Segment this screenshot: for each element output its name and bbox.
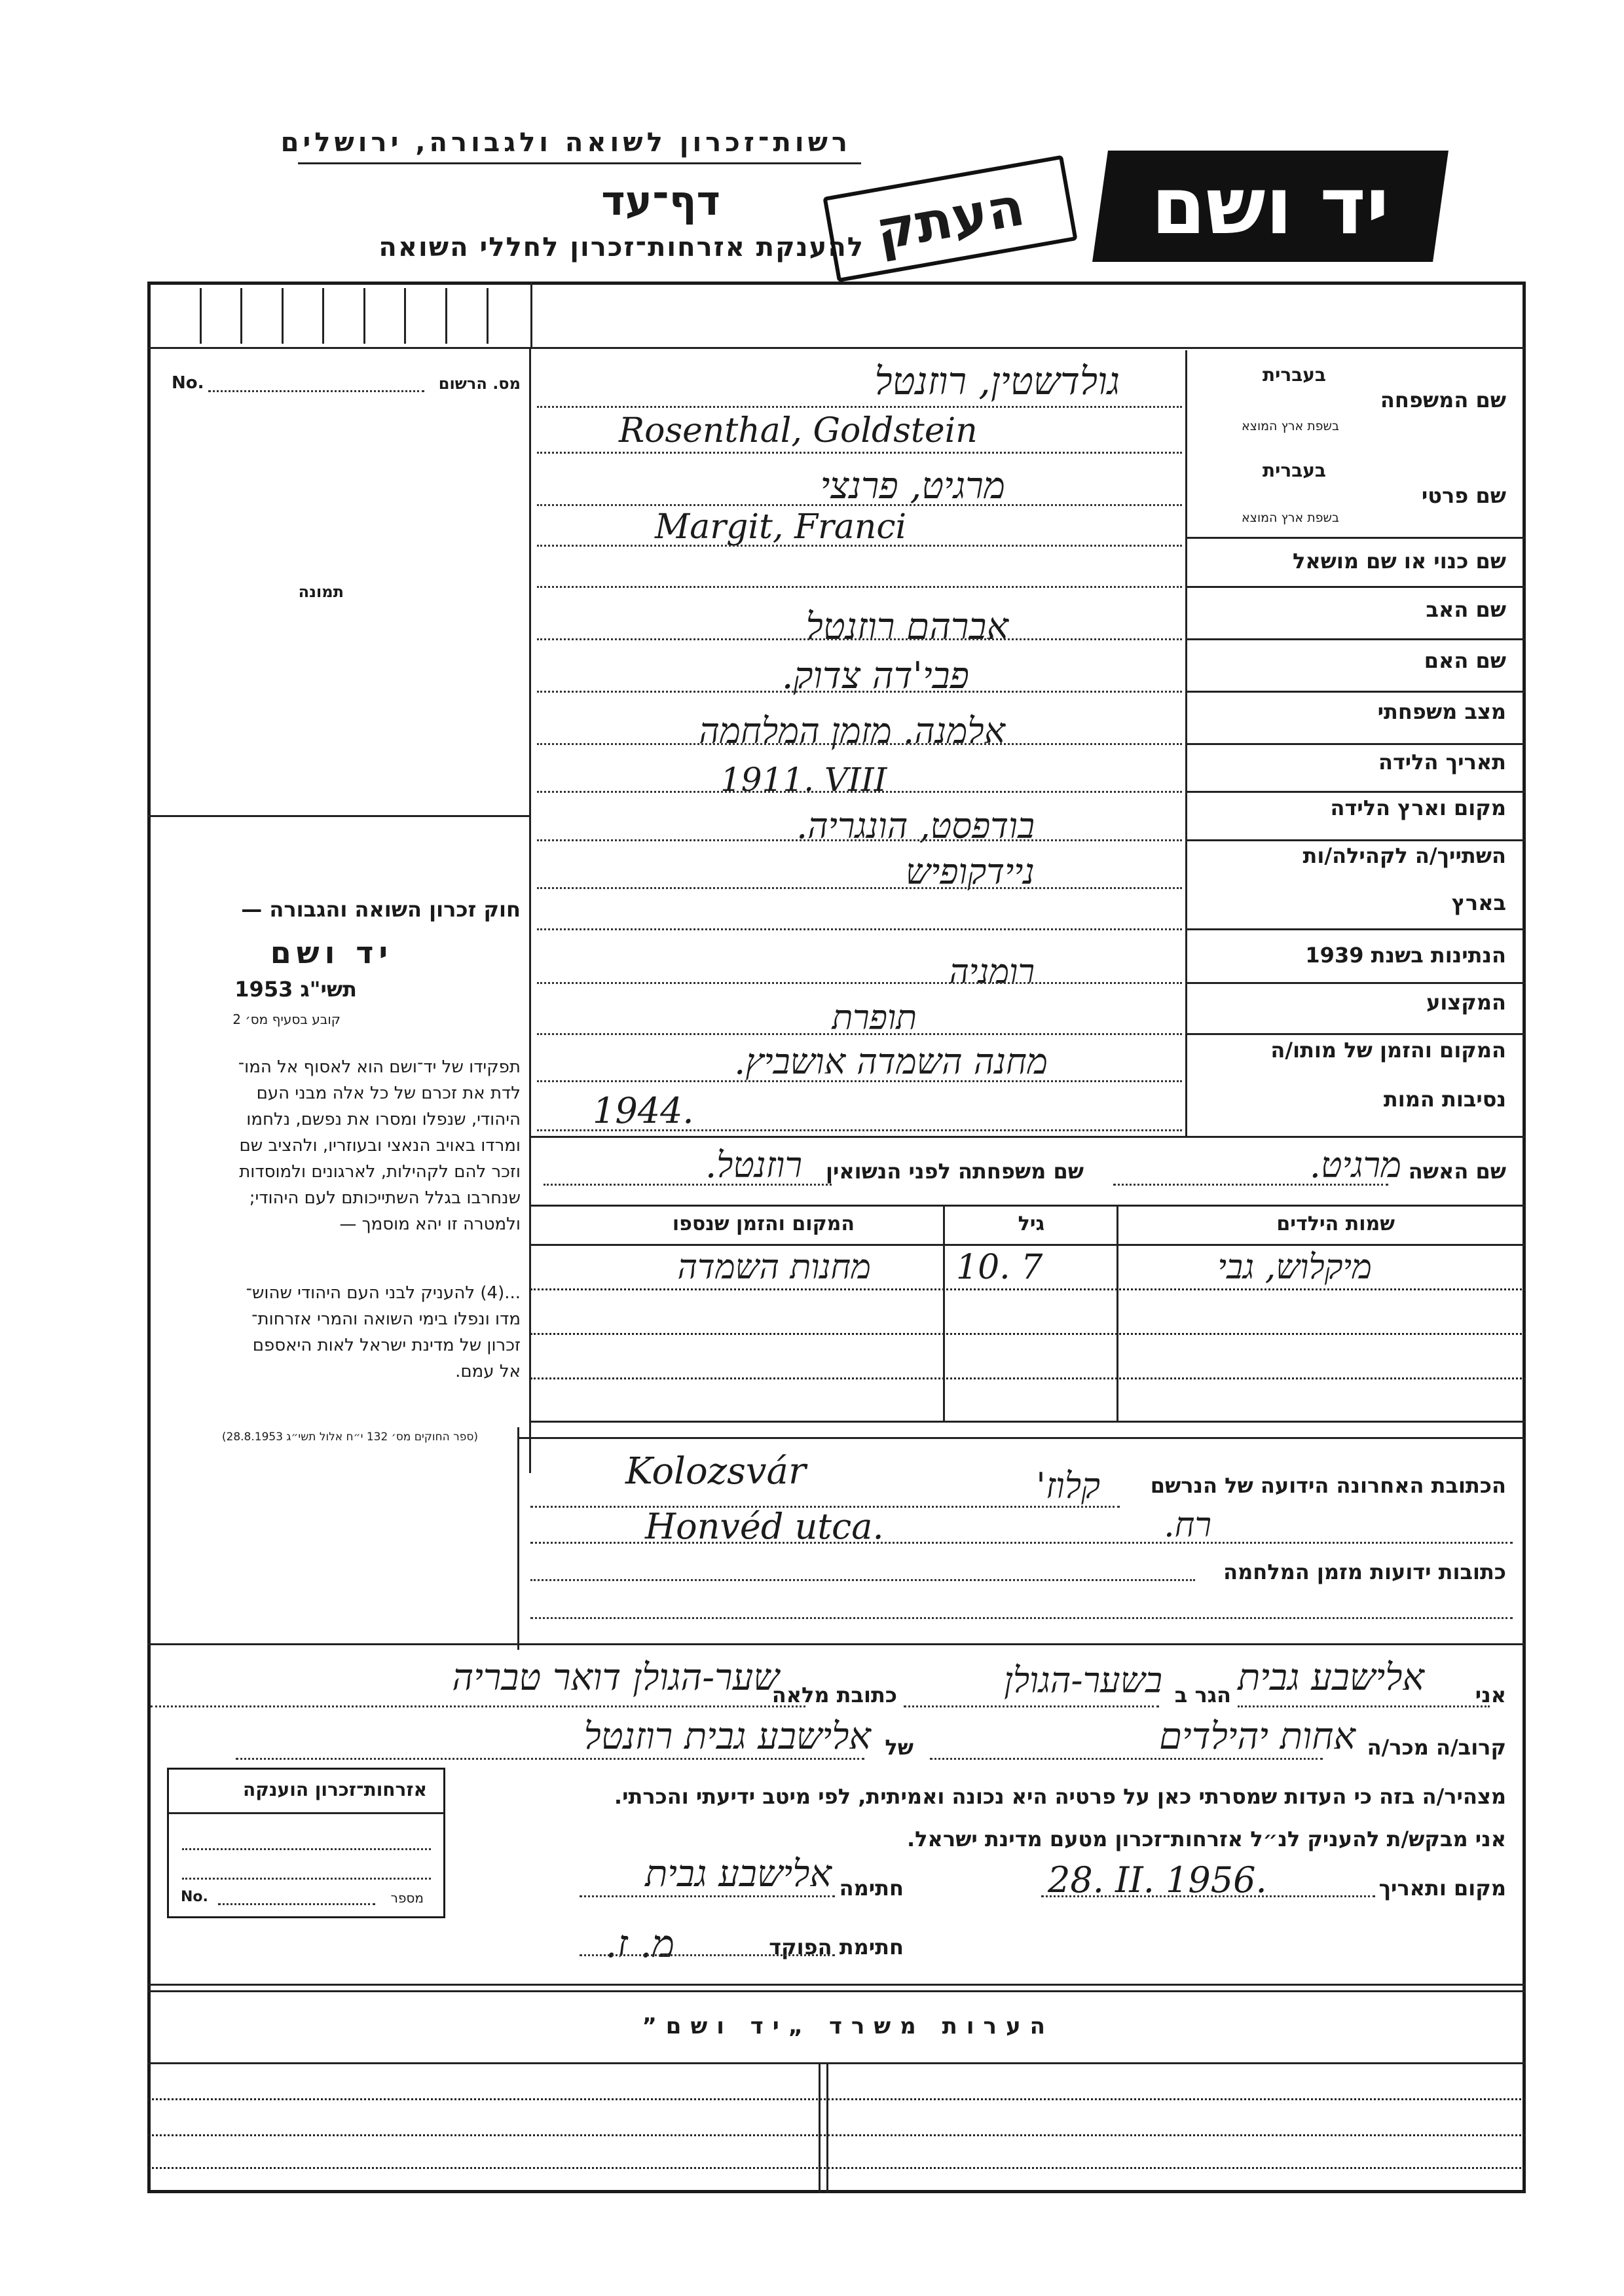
yad-vashem-logo (1092, 151, 1449, 262)
official-signature-label: חתימת הפוקד (769, 1935, 904, 1959)
registration-boxes (160, 288, 527, 344)
registration-label: מס. הרשום (438, 374, 521, 393)
of-label: של (885, 1735, 913, 1760)
death-circumstances-label: נסיבות המות (1383, 1087, 1506, 1112)
child-place-cell: מחנות השמדה (677, 1248, 871, 1287)
law-paragraph-1: תפקידו של יד־ושם הוא לאסוף אל המו־ לדת את זכרם של כל אלה מבני העם היהודי, שנפלו ומסרו את נפשם, נלחמו ומרדו באויב הנאצי ובעוזריו, ולהציב שם וזכר להם לקהילות, לארגונים ולמוסדות שנחרבו בגלל השתייכותם לעם היהודי; ולמטרה זו יהא מוסמך — (238, 1057, 521, 1234)
death-place-value: מחנה השמדה אושביץ. (734, 1041, 1048, 1082)
law-source: (ספר החוקים מס׳ 132 י״ח אלול תשי״ג 28.8.1953) (221, 1430, 478, 1444)
relation-value: אחות יהילדים (1159, 1715, 1356, 1758)
first-name-origin-value: Margit, Franci (655, 507, 907, 547)
declarant-name: אלישבע גבית (1238, 1656, 1424, 1699)
form-title: דף־עד (601, 177, 720, 225)
first-name-hebrew-value: מרגיט, פרנצי (820, 465, 1005, 507)
citizenship-no-label: No. (181, 1889, 208, 1905)
child-name-cell: מיקלוש, גבי (1217, 1248, 1372, 1287)
resident-value: בשער-הגולן (1004, 1660, 1162, 1701)
children-place-header: המקום והזמן שנספו (672, 1212, 855, 1235)
full-address-value: שער-הגולן דואר טבריה (452, 1656, 779, 1699)
signature-label: חתימה (839, 1876, 904, 1901)
community-label: השתייך/ה לקהילה/ות (1302, 843, 1506, 868)
last-address-street: Honvéd utca. (645, 1506, 884, 1547)
relation-label: קרוב/ה מכר/ה (1367, 1735, 1506, 1760)
last-address-city: Kolozsvár (625, 1450, 806, 1493)
occupation-label: המקצוע (1426, 990, 1506, 1015)
official-signature-value: מ. ז. (605, 1922, 674, 1966)
law-title: חוק זכרון השואה והגבורה — (241, 897, 521, 922)
mother-label: שם האם (1424, 648, 1506, 673)
family-name-origin-value: Rosenthal, Goldstein (619, 411, 978, 450)
children-names-header: שמות הילדים (1276, 1212, 1395, 1235)
family-name-origin-label: בשפת ארץ המוצא (1241, 419, 1339, 433)
logo-text: יד ושם (1151, 160, 1390, 252)
photo-label: תמונה (298, 583, 344, 601)
war-address-label: כתובות ידועות מזמן המלחמה (1223, 1559, 1506, 1584)
table-row (530, 1288, 1526, 1333)
in-country-label: בארץ (1451, 890, 1506, 915)
form-subtitle: להענקת אזרחות־זכרון לחללי השואה (378, 232, 864, 263)
wife-name-value: מרגיט. (1309, 1144, 1401, 1186)
citizenship-granted-title: אזרחות־זכרון הוענקה (243, 1779, 427, 1800)
father-label: שם האב (1426, 597, 1506, 622)
last-address-hebrew: קלוז' (1036, 1465, 1100, 1506)
citizenship-1939-label: הנתינות בשנת 1939 (1305, 943, 1506, 968)
citizenship-number-label: מספר (390, 1890, 424, 1906)
law-paragraph-2: ...(4) להעניק לבני העם היהודי שהוש־ מדו ונפלו בימי השואה והמרי אזרחות־ זכרון של מדינת ישראל לאות היאספם אל עמם. (246, 1283, 521, 1381)
copy-stamp (822, 155, 1077, 283)
declaration-text: מצהיר/ה בזה כי העדות שמסרתי כאן על פרטיה היא נכונה ואמיתית, לפי מיטב ידיעתי והכרתי. (614, 1784, 1506, 1809)
law-year: תשי"ג 1953 (234, 977, 357, 1002)
children-table (530, 1205, 1526, 1421)
office-notes-title: הערות משרד „יד ושם” (642, 2013, 1054, 2039)
birth-date-value: 1911. VIII (720, 761, 887, 799)
place-date-value: 28. II. 1956. (1048, 1859, 1267, 1901)
citizenship-granted-box (167, 1768, 445, 1918)
resident-label: הגר ב (1174, 1683, 1231, 1707)
table-row (530, 1377, 1526, 1421)
first-name-label: שם פרטי (1421, 483, 1506, 508)
place-date-label: מקום ותאריך (1378, 1876, 1506, 1901)
institution-name: רשות־זכרון לשואה ולגבורה, ירושלים (280, 128, 851, 158)
mother-value: פבי'דה צדוק. (781, 655, 969, 697)
full-address-label: כתובת מלאה (771, 1683, 897, 1707)
table-row (530, 1333, 1526, 1377)
registration-no-label: No. (172, 373, 204, 393)
family-name-hebrew-value: גולדשטין, רוזנטל (874, 359, 1120, 403)
maiden-name-label: שם משפחתה לפני הנשואין (825, 1159, 1084, 1184)
death-circumstances-value: 1944. (593, 1090, 694, 1131)
birth-date-label: תאריך הלידה (1378, 750, 1506, 774)
law-name: יד ושם (270, 935, 393, 970)
of-value: אלישבע גבית רוזנטל (583, 1715, 871, 1758)
first-name-origin-label: בשפת ארץ המוצא (1241, 511, 1339, 525)
declarant-i-label: אני (1475, 1683, 1506, 1707)
child-age-cell: 10. 7 (956, 1248, 1043, 1287)
first-name-hebrew-label: בעברית (1262, 460, 1326, 481)
marital-status-label: מצב משפחתי (1377, 699, 1506, 724)
father-value: אברהם רוזנטל (805, 606, 1008, 648)
occupation-value: תופרת (832, 998, 917, 1038)
community-value: ניידקופיש (905, 851, 1035, 892)
law-clause: קובע בסעיף מס׳ 2 (232, 1011, 341, 1027)
nickname-label: שם כנוי או שם מושאל (1292, 549, 1506, 574)
children-age-header: גיל (1018, 1212, 1044, 1235)
citizenship-1939-value: רומניה (949, 953, 1035, 992)
last-address-label: הכתובת האחרונה הידועה של הנרשם (1150, 1473, 1506, 1498)
wife-name-label: שם האשה (1408, 1159, 1506, 1184)
copy-stamp-text: העתק (871, 175, 1029, 263)
family-name-hebrew-label: בעברית (1262, 364, 1326, 386)
birth-place-value: בודפסט, הונגריה. (796, 805, 1035, 847)
table-row (530, 1244, 1526, 1288)
maiden-name-value: רוזנטל. (705, 1144, 802, 1186)
birth-place-label: מקום וארץ הלידה (1330, 795, 1506, 820)
marital-status-value: אלמנה. מזמן המלחמה (699, 710, 1005, 752)
signature-value: אלישבע גבית (645, 1853, 832, 1895)
family-name-label: שם המשפחה (1380, 388, 1506, 412)
request-text: אני מבקש/ת להעניק לנ״ל אזרחות־זכרון מטעם מדינת ישראל. (907, 1827, 1506, 1851)
last-address-street-hebrew: רח. (1164, 1506, 1211, 1545)
death-place-label: המקום והזמן של מותו/ה (1270, 1038, 1506, 1063)
